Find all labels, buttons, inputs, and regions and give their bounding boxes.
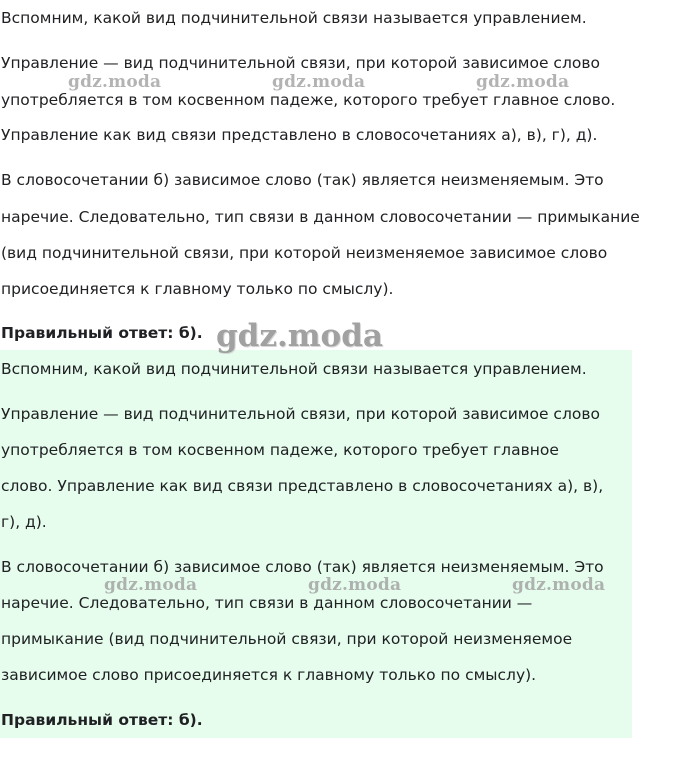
correct-answer: Правильный ответ: б). xyxy=(1,324,203,342)
paragraph-explanation-line: присоединяется к главному только по смыслу). xyxy=(1,280,394,298)
paragraph-recall: Вспомним, какой вид подчинительной связи называется управлением. xyxy=(1,360,587,378)
watermark: gdz.moda xyxy=(512,575,606,595)
paragraph-definition-line: г), д). xyxy=(1,513,47,531)
paragraph-explanation-line: наречие. Следовательно, тип связи в данном словосочетании — xyxy=(1,594,533,612)
watermark: gdz.moda xyxy=(68,72,162,92)
paragraph-recall: Вспомним, какой вид подчинительной связи называется управлением. xyxy=(1,9,587,27)
paragraph-definition-line: употребляется в том косвенном падеже, которого требует главное xyxy=(1,441,559,459)
paragraph-definition-line: Управление — вид подчинительной связи, при которой зависимое слово xyxy=(1,54,600,72)
watermark: gdz.moda xyxy=(308,575,402,595)
watermark: gdz.moda xyxy=(272,72,366,92)
paragraph-definition-line: Управление — вид подчинительной связи, при которой зависимое слово xyxy=(1,405,600,423)
paragraph-definition-line: слово. Управление как вид связи представлено в словосочетаниях а), в), xyxy=(1,477,604,495)
paragraph-definition-line: употребляется в том косвенном падеже, которого требует главное слово. xyxy=(1,91,616,109)
paragraph-explanation-line: наречие. Следовательно, тип связи в данном словосочетании — примыкание xyxy=(1,208,640,226)
watermark: gdz.moda xyxy=(104,575,198,595)
paragraph-explanation-line: зависимое слово присоединяется к главному только по смыслу). xyxy=(1,666,537,684)
watermark-large: gdz.moda xyxy=(216,318,383,354)
paragraph-explanation-line: В словосочетании б) зависимое слово (так) является неизменяемым. Это xyxy=(1,558,604,576)
correct-answer: Правильный ответ: б). xyxy=(1,711,203,729)
paragraph-explanation-line: примыкание (вид подчинительной связи, при которой неизменяемое xyxy=(1,630,573,648)
paragraph-explanation-line: (вид подчинительной связи, при которой неизменяемое зависимое слово xyxy=(1,244,608,262)
watermark: gdz.moda xyxy=(476,72,570,92)
solution-block-highlighted xyxy=(0,350,632,738)
paragraph-explanation-line: В словосочетании б) зависимое слово (так) является неизменяемым. Это xyxy=(1,171,604,189)
paragraph-definition-line: Управление как вид связи представлено в словосочетаниях а), в), г), д). xyxy=(1,126,598,144)
